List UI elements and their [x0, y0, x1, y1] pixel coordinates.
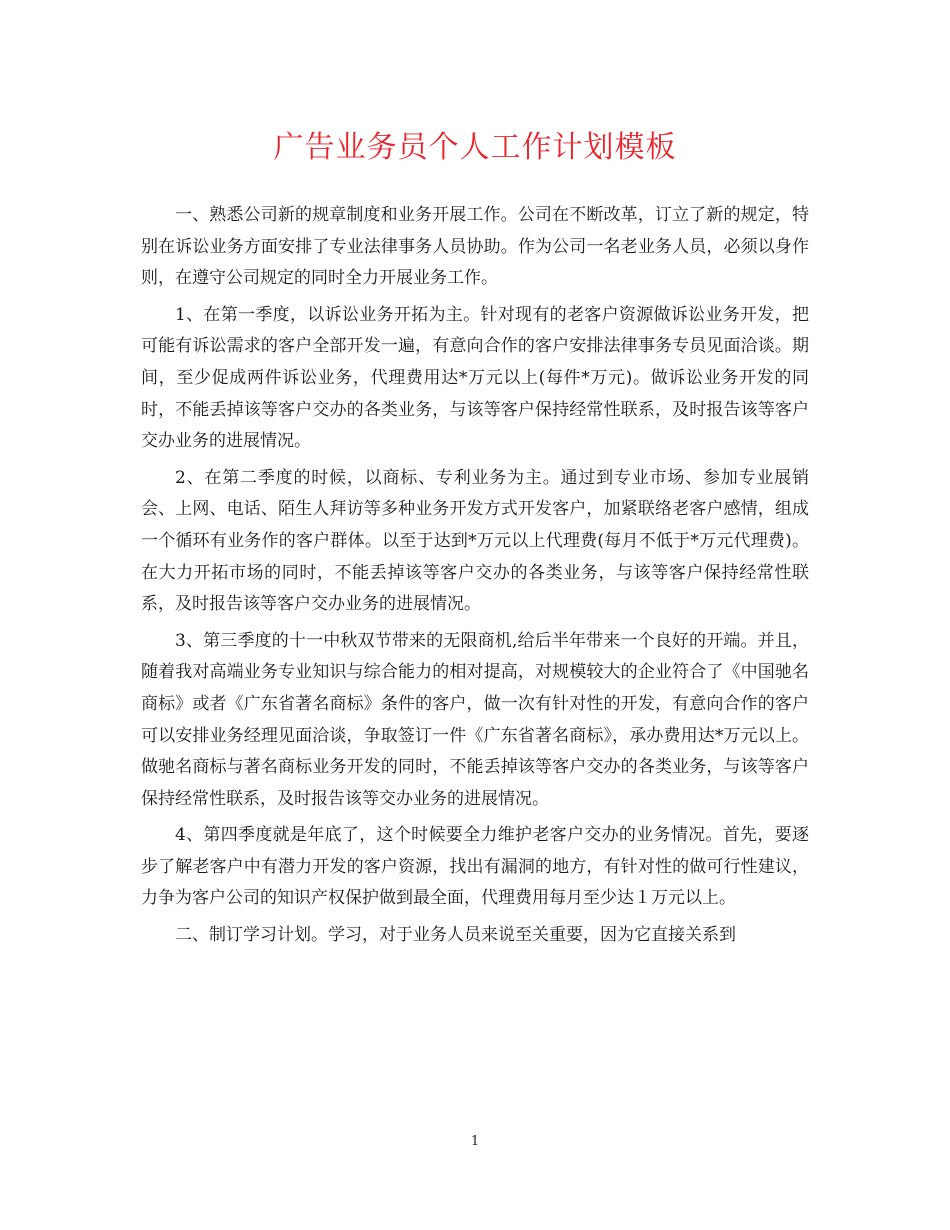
document-body [141, 200, 809, 957]
document-title: 广告业务员个人工作计划模板 [273, 130, 677, 165]
paragraph-q4: 4、第四季度就是年底了，这个时候要全力维护老客户交办的业务情况。首先，要逐步了解老客户中有潜力开发的客户资源，找出有漏洞的地方，有针对性的做可行性建议，力争为客户公司的知识产权保护做到最全面，代理费用每月至少达１万元以上。 [141, 825, 809, 909]
paragraph-section-1: 一、熟悉公司新的规章制度和业务开展工作。公司在不断改革，订立了新的规定，特别在诉讼业务方面安排了专业法律事务人员协助。作为公司一名老业务人员，必须以身作则，在遵守公司规定的同时全力开展业务工作。 [141, 205, 809, 289]
paragraph-section-2: 二、制订学习计划。学习，对于业务人员来说至关重要，因为它直接关系到 [175, 925, 736, 946]
paragraph-q1: 1、在第一季度，以诉讼业务开拓为主。针对现有的老客户资源做诉讼业务开发，把可能有诉讼需求的客户全部开发一遍，有意向合作的客户安排法律事务专员见面洽谈。期间，至少促成两件诉讼业务，代理费用达*万元以上(每件*万元)。做诉讼业务开发的同时，不能丢掉该等客户交办的各类业务，与该等客户保持经常性联系，及时报告该等客户交办业务的进展情况。 [141, 304, 809, 452]
page-number: 1 [470, 1134, 480, 1149]
paragraph-q2: 2、在第二季度的时候，以商标、专利业务为主。通过到专业市场、参加专业展销会、上网、电话、陌生人拜访等多种业务开发方式开发客户，加紧联络老客户感情，组成一个循环有业务作的客户群体。以至于达到*万元以上代理费(每月不低于*万元代理费)。在大力开拓市场的同时，不能丢掉该等客户交办的各类业务，与该等客户保持经常性联系，及时报告该等客户交办业务的进展情况。 [141, 467, 809, 615]
paragraph-q3: 3、第三季度的十一中秋双节带来的无限商机,给后半年带来一个良好的开端。并且，随着我对高端业务专业知识与综合能力的相对提高，对规模较大的企业符合了《中国驰名商标》或者《广东省著名商标》条件的客户，做一次有针对性的开发，有意向合作的客户可以安排业务经理见面洽谈，争取签订一件《广东省著名商标》，承办费用达*万元以上。做驰名商标与著名商标业务开发的同时，不能丢掉该等客户交办的各类业务，与该等客户保持经常性联系，及时报告该等交办业务的进展情况。 [141, 630, 809, 809]
